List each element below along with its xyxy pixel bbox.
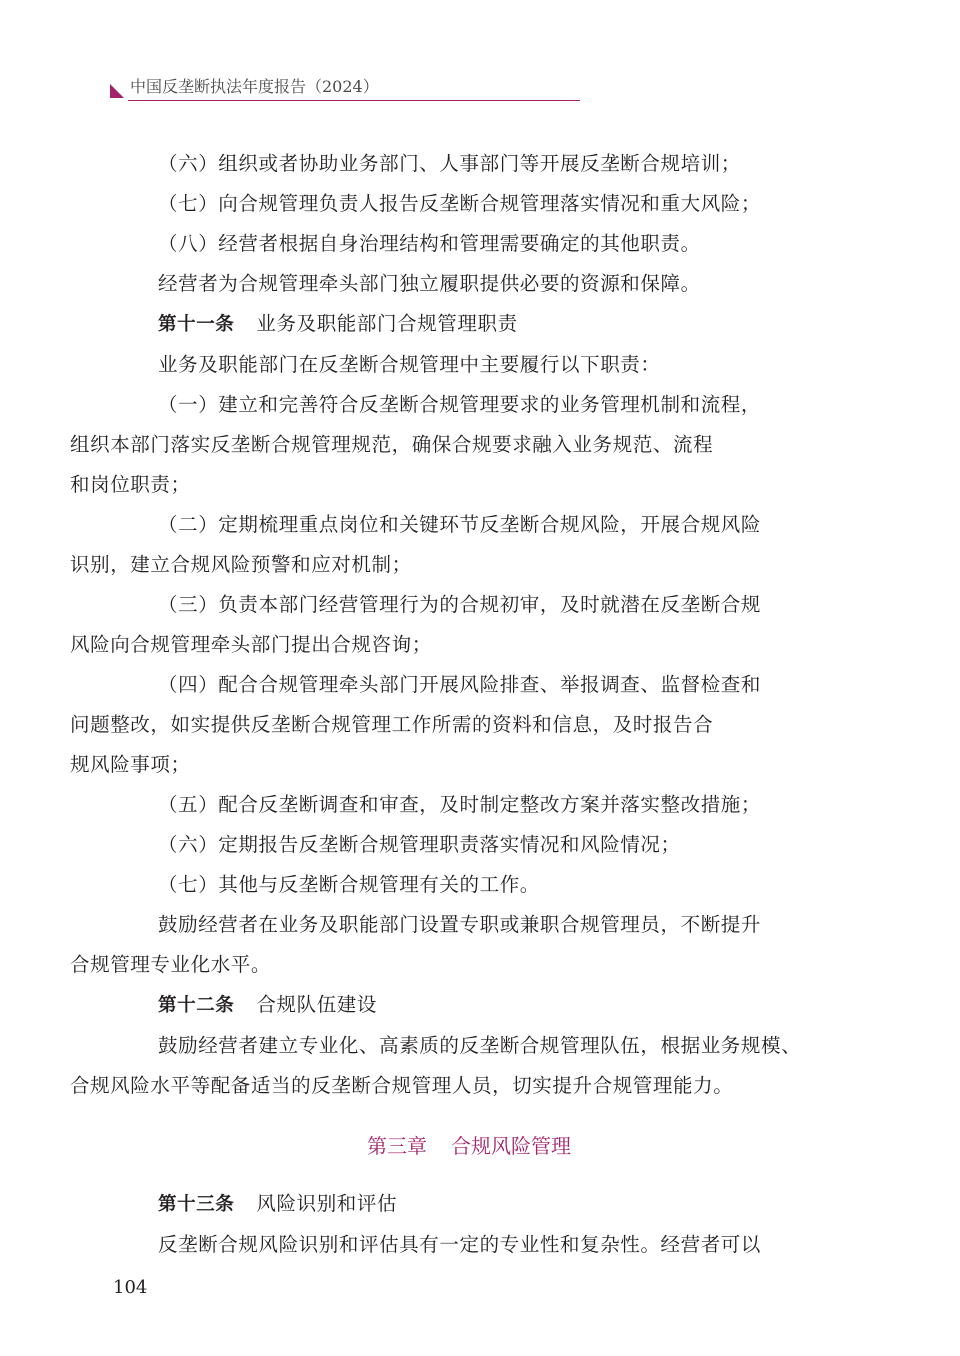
text-line: 问题整改，如实提供反垄断合规管理工作所需的资料和信息，及时报告合 <box>70 713 714 736</box>
chapter-title: 合规风险管理 <box>451 1134 571 1158</box>
text-line: 鼓励经营者建立专业化、高素质的反垄断合规管理队伍，根据业务规模、 <box>158 1034 802 1057</box>
paragraph <box>70 665 824 785</box>
article-title: 业务及职能部门合规管理职责 <box>256 312 518 335</box>
paragraph <box>114 1225 824 1265</box>
running-header <box>108 76 580 102</box>
text-line: （四）配合合规管理牵头部门开展风险排查、举报调查、监督检查和 <box>158 673 762 696</box>
text-line: 合规风险水平等配备适当的反垄断合规管理人员，切实提升合规管理能力。 <box>70 1074 734 1097</box>
page-body <box>70 144 824 1265</box>
article-heading-11 <box>114 304 824 345</box>
article-heading-12 <box>114 985 824 1026</box>
text-line: 业务及职能部门在反垄断合规管理中主要履行以下职责： <box>158 353 661 376</box>
paragraph <box>114 184 824 224</box>
text-line: （五）配合反垄断调查和审查，及时制定整改方案并落实整改措施； <box>158 793 762 816</box>
paragraph <box>114 825 824 865</box>
chapter-heading <box>114 1126 824 1166</box>
text-line: 反垄断合规风险识别和评估具有一定的专业性和复杂性。经营者可以 <box>158 1233 762 1256</box>
paragraph <box>70 585 824 665</box>
header-title: 中国反垄断执法年度报告（2024） <box>130 77 379 96</box>
header-rule <box>128 100 580 101</box>
paragraph <box>114 264 824 304</box>
text-line: 识别，建立合规风险预警和应对机制； <box>70 553 412 576</box>
text-line: （三）负责本部门经营管理行为的合规初审，及时就潜在反垄断合规 <box>158 593 762 616</box>
paragraph <box>114 144 824 184</box>
article-number: 第十三条 <box>158 1194 235 1215</box>
text-line: 鼓励经营者在业务及职能部门设置专职或兼职合规管理员，不断提升 <box>158 913 762 936</box>
article-heading-13 <box>114 1184 824 1225</box>
text-line: 规风险事项； <box>70 753 191 776</box>
text-line: （六）组织或者协助业务部门、人事部门等开展反垄断合规培训； <box>158 152 741 175</box>
page-number: 104 <box>113 1277 148 1298</box>
article-number: 第十二条 <box>158 995 235 1016</box>
text-line: （一）建立和完善符合反垄断合规管理要求的业务管理机制和流程， <box>158 393 762 416</box>
article-title: 合规队伍建设 <box>256 993 378 1016</box>
paragraph <box>70 505 824 585</box>
paragraph-group-2 <box>70 345 824 985</box>
paragraph <box>70 385 824 505</box>
text-line: （八）经营者根据自身治理结构和管理需要确定的其他职责。 <box>158 232 701 255</box>
text-line: 风险向合规管理牵头部门提出合规咨询； <box>70 633 432 656</box>
header-triangle-icon <box>110 84 124 98</box>
paragraph <box>114 345 824 385</box>
text-line: （二）定期梳理重点岗位和关键环节反垄断合规风险，开展合规风险 <box>158 513 762 536</box>
article-title: 风险识别和评估 <box>256 1192 398 1215</box>
paragraph <box>114 224 824 264</box>
text-line: 和岗位职责； <box>70 473 191 496</box>
paragraph <box>70 905 824 985</box>
paragraph <box>114 785 824 825</box>
text-line: （七）向合规管理负责人报告反垄断合规管理落实情况和重大风险； <box>158 192 762 215</box>
article-number: 第十一条 <box>158 314 235 335</box>
paragraph-group-1 <box>114 144 824 304</box>
paragraph <box>70 1026 824 1106</box>
chapter-number: 第三章 <box>367 1134 427 1158</box>
paragraph <box>114 865 824 905</box>
text-line: 组织本部门落实反垄断合规管理规范，确保合规要求融入业务规范、流程 <box>70 433 714 456</box>
text-line: （六）定期报告反垄断合规管理职责落实情况和风险情况； <box>158 833 681 856</box>
text-line: 经营者为合规管理牵头部门独立履职提供必要的资源和保障。 <box>158 272 701 295</box>
text-line: （七）其他与反垄断合规管理有关的工作。 <box>158 873 540 896</box>
text-line: 合规管理专业化水平。 <box>70 953 272 976</box>
